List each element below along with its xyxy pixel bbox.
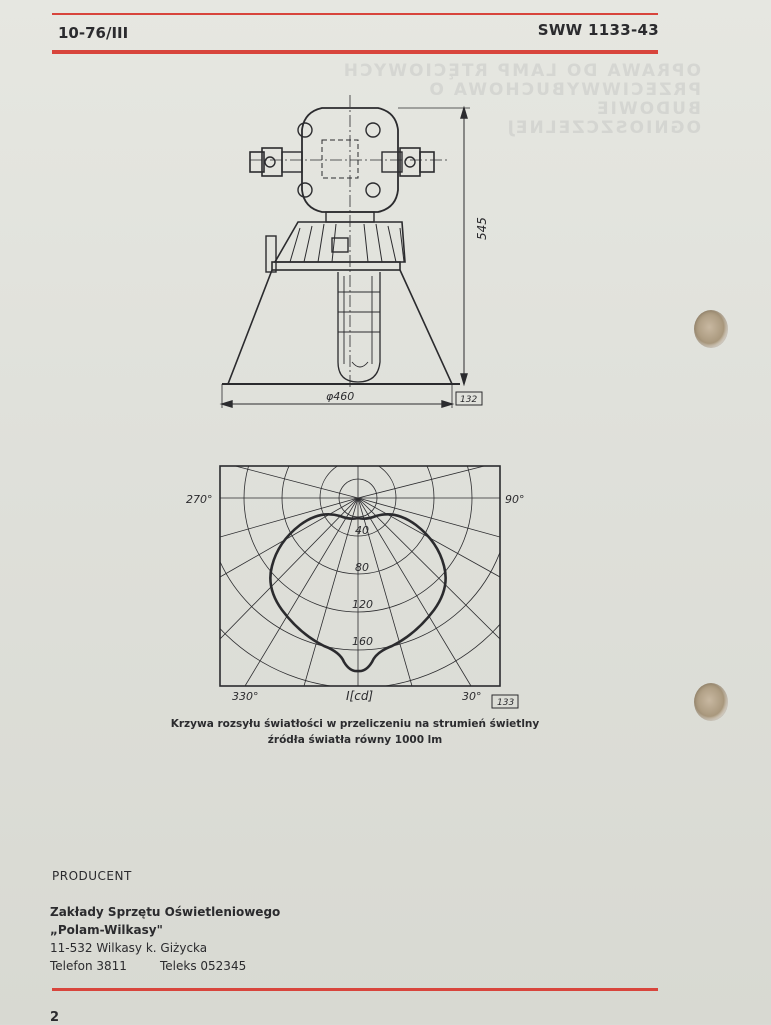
- producer-telex: Teleks 052345: [160, 959, 247, 973]
- producer-brand: „Polam-Wilkasy": [50, 923, 163, 937]
- angle-270: 270°: [186, 493, 213, 506]
- radial-tick-80: 80: [355, 561, 369, 574]
- radial-tick-120: 120: [352, 598, 373, 611]
- caption-line-2: źródła światła równy 1000 lm: [267, 734, 443, 746]
- figure-ref-133: 133: [497, 698, 515, 708]
- axis-label-intensity: I[cd]: [346, 689, 374, 703]
- page-number: 2: [50, 1010, 60, 1025]
- product-code: SWW 1133-43: [537, 21, 659, 39]
- footer-rule: [52, 988, 658, 991]
- angle-330: 330°: [232, 690, 259, 703]
- radial-tick-160: 160: [352, 635, 373, 648]
- angle-90: 90°: [505, 493, 525, 506]
- figure-ref-132: 132: [460, 395, 478, 405]
- bleed-through-text: OPRAWA DO LAMP RTĘCIOWYCH PRZECIWWYBUCHOWA O BUDOWIE OGNIOSZCZELNEJ: [341, 61, 701, 138]
- polar-diagram: [168, 308, 548, 708]
- radial-tick-40: 40: [355, 524, 369, 537]
- lamp-drawing: [222, 95, 482, 408]
- catalog-number: 10-76/III: [58, 24, 129, 42]
- producer-name: Zakłady Sprzętu Oświetleniowego: [50, 905, 281, 919]
- caption-line-1: Krzywa rozsyłu światłości w przeliczeniu na strumień świetlny: [170, 718, 540, 730]
- diameter-dimension: φ460: [326, 390, 355, 403]
- height-dimension: 545: [475, 217, 489, 240]
- producer-heading: PRODUCENT: [52, 869, 132, 883]
- producer-address: 11-532 Wilkasy k. Giżycka: [50, 941, 208, 955]
- figure-caption: [150, 716, 560, 748]
- angle-30: 30°: [462, 690, 482, 703]
- producer-phone: Telefon 3811: [50, 959, 127, 973]
